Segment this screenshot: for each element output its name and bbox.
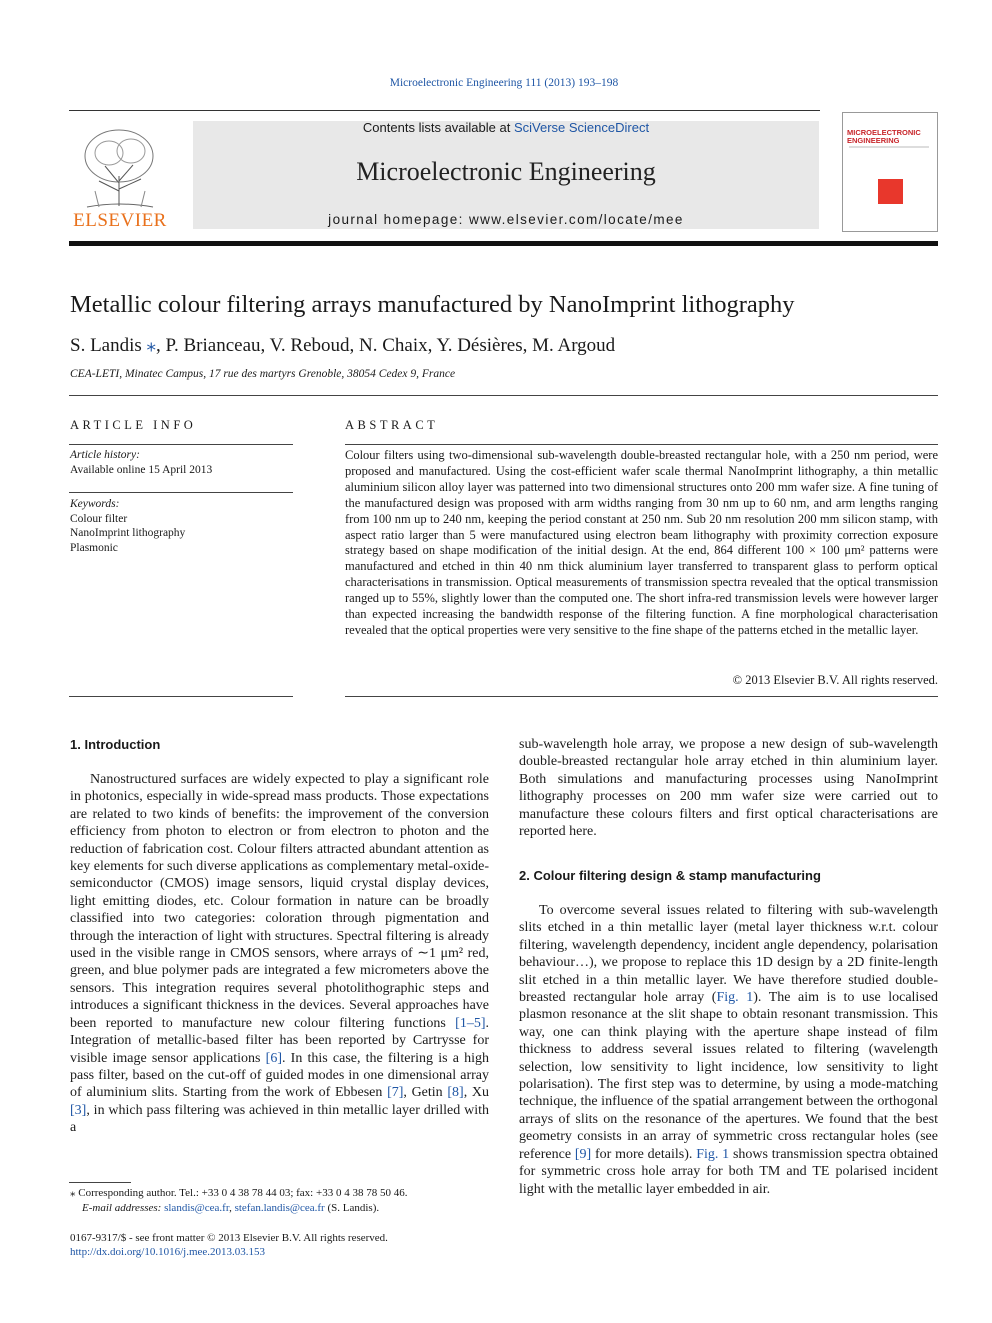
author-list (70, 334, 615, 357)
abstract-heading: ABSTRACT (345, 418, 439, 432)
text-run: shows transmission spectra obtained for symmetric cross hole array for both TM and TE polarised incident light with the metallic layer embedded in air. (519, 1146, 939, 1197)
text-run: , Xu (463, 1085, 489, 1101)
citation-link[interactable]: [8] (447, 1085, 464, 1101)
email-link[interactable]: stefan.landis@cea.fr (234, 1202, 325, 1214)
abstract-bottom-rule (345, 696, 938, 697)
header-rule (69, 110, 820, 111)
citation-link[interactable]: [7] (387, 1085, 404, 1101)
sciencedirect-link[interactable]: SciVerse ScienceDirect (513, 120, 650, 135)
doi-link[interactable]: http://dx.doi.org/10.1016/j.mee.2013.03.153 (70, 1246, 266, 1258)
paragraph (70, 771, 489, 1137)
text-run: for more details). (591, 1146, 697, 1162)
text-run: . In this case, the filtering is a high pass filter, based on the cut-off of guided modes in one dimensional array of aluminium slits. Starting from the work of Ebbesen (70, 1050, 489, 1101)
journal-homepage: journal homepage: www.elsevier.com/locate/mee (328, 212, 684, 227)
citation-link[interactable]: [3] (70, 1102, 87, 1118)
paragraph: sub-wavelength hole array, we propose a new design of sub-wavelength double-breasted rectangular hole array etched in thin aluminium layer. Both simulations and manufacturing processes using NanoImprint lithography processes on 200 mm wafer size were carried out to manufacture these colours filters and first optical characterisations are reported here. (519, 737, 938, 840)
article-title: Metallic colour filtering arrays manufactured by NanoImprint lithography (70, 291, 795, 318)
front-matter (70, 1231, 388, 1259)
article-info-rule (69, 444, 293, 445)
keyword: Colour filter (70, 512, 128, 525)
corresponding-author-note: ⁎ Corresponding author. Tel.: +33 0 4 38 78 44 03; fax: +33 0 4 38 78 50 46. (70, 1187, 408, 1199)
article-history (70, 448, 212, 478)
history-label: Article history: (70, 449, 140, 461)
header-thick-rule (69, 241, 938, 246)
journal-name: Microelectronic Engineering (356, 157, 656, 186)
text-run: Nanostructured surfaces are widely expected to play a significant role in photonics, especially in wide-spread mass products. Those expectations are related to two kinds of benefits: the improvement of the conversion efficiency from photon to electron or from electron to photon and the reduction of fabrication cost. Colour filters attracted abundant attention as key elements for such diverse applications as complementary metal-oxide-semiconductor (CMOS) image sensors, liquid crystal display devices, light emitting diodes, etc. Colour formation in nature can be broadly classified into two categories: coloration through pigmentation and through the interaction of light with structures. Spectral filtering is already used in the visible range in CMOS sensors, where arrays of ∼1 μm² red, green, and blue polymer pads are integrated a few micrometers above the sensors. This integration requires several photolithographic steps and introduces a significant thickness in the devices. Several approaches have been reported to manufacture new colour filtering functions (70, 772, 489, 1031)
keywords-block (70, 497, 185, 555)
elsevier-wordmark: ELSEVIER (73, 210, 167, 231)
affiliation: CEA-LETI, Minatec Campus, 17 rue des martyrs Grenoble, 38054 Cedex 9, France (70, 368, 456, 380)
abstract-text: Colour filters using two-dimensional sub-wavelength double-breasted rectangular hole, with a 250 nm period, were proposed and manufactured. Using the cost-efficient wafer scale thermal NanoImprint lithography, a thin metallic aluminium silicon alloy layer was patterned into two dimensional structures onto 200 mm wafer size. A fine tuning of the manufactured design was proposed with arm widths ranging from 30 nm up to 60 nm, and arm lengths ranging from 100 nm up to 240 nm, keeping the period constant at 250 nm. Sub 20 nm resolution 200 mm silicon stamp, with aspect ratio larger than 5 were manufactured using electron beam lithography with proximity correction exposure strategy based on shape modification of the initial design. At the end, 864 different 100 × 100 μm² patterns were manufactured and etched in thin 40 nm thick aluminium layer transferred to transparent glass to perform optical characterisations in transmission. Optical measurements of transmission spectra revealed that the optical transmission ranged up to 55%, slightly lower than the computed one. The short infra-red transmission levels were however larger than expected increasing the bandwidth response of the filtering function. A fine morphological characterisation revealed that the optical properties were very sensitive to the fine shape of the patterns etched in the metallic layer. (345, 448, 938, 637)
copyright: © 2013 Elsevier B.V. All rights reserved. (732, 673, 938, 687)
cover-graphic (878, 179, 903, 204)
keyword: Plasmonic (70, 541, 118, 554)
abstract-rule (345, 444, 938, 445)
email-separator: , (229, 1202, 235, 1214)
text-run: To overcome several issues related to filtering with sub-wavelength slits etched in a thin metallic layer (metal layer thickness w.r.t. colour filtering, wavelength dependency, incident angle dependency, polarisation behaviour…), we propose to replace this 1D design by a 2D finite-length slit etched in a thin metallic layer. We have therefore studied double-breasted rectangular hole array ( (519, 903, 938, 1006)
figure-link[interactable]: Fig. 1 (696, 1146, 730, 1162)
section-2-heading: 2. Colour filtering design & stamp manufacturing (519, 868, 821, 883)
co-authors: , P. Brianceau, V. Reboud, N. Chaix, Y. Désières, M. Argoud (156, 335, 616, 356)
journal-cover-thumbnail[interactable] (842, 112, 938, 232)
cover-subtitle-line (849, 146, 929, 148)
citation-link[interactable]: [6] (265, 1050, 282, 1066)
corresponding-footnote (70, 1186, 407, 1216)
history-rule (69, 492, 293, 493)
article-info-heading: ARTICLE INFO (70, 418, 197, 432)
cover-title: MICROELECTRONIC ENGINEERING (847, 128, 921, 145)
journal-citation[interactable]: Microelectronic Engineering 111 (2013) 193–198 (389, 77, 619, 89)
figure-link[interactable]: Fig. 1 (716, 990, 754, 1006)
text-run: , Getin (403, 1085, 448, 1101)
section-2-body (519, 902, 938, 1198)
text-run: ). The aim is to use localised plasmon resonance at the slit shape to obtain resonant transmission. This way, one can think playing with the aperture shape instead of film thickness to address several issues related to filtering (wavelength selection, low sensitivity to light incidence, low sensitivity to light polarisation). The first step was to determine, by using a mode-matching technique, the influence of the spatial arrangement between the orthogonal arrays of slits on the resonance of the apertures. We found that the best geometry consists in an array of symmetric cross rectangular holes (see reference (519, 990, 938, 1162)
keyword: NanoImprint lithography (70, 527, 186, 539)
article-info-bottom-rule (69, 696, 293, 697)
contents-line (193, 120, 819, 135)
section-1-heading: 1. Introduction (70, 737, 161, 752)
citation-link[interactable]: [1–5] (455, 1015, 486, 1031)
text-run: , in which pass filtering was achieved in thin metallic layer drilled with a (70, 1102, 489, 1136)
first-author: S. Landis (70, 335, 142, 356)
text-run: . Integration of metallic-based filter has been reported by Cartrysse for visible image sensor applications (70, 1015, 489, 1066)
email-suffix: (S. Landis). (324, 1202, 380, 1214)
issn-line: 0167-9317/$ - see front matter © 2013 Elsevier B.V. All rights reserved. (70, 1232, 388, 1244)
email-link[interactable]: slandis@cea.fr (164, 1202, 230, 1214)
corresponding-author-marker[interactable]: ⁎ (146, 335, 157, 356)
section-1-continuation (519, 736, 938, 840)
title-rule (69, 395, 938, 396)
footnote-rule (69, 1182, 131, 1183)
contents-prefix: Contents lists available at (362, 120, 514, 135)
section-1-body (70, 771, 489, 1137)
history-value: Available online 15 April 2013 (70, 464, 213, 476)
citation-link[interactable]: [9] (574, 1146, 592, 1162)
email-label: E-mail addresses: (82, 1202, 165, 1214)
paragraph (519, 902, 938, 1198)
keywords-label: Keywords: (70, 498, 120, 510)
